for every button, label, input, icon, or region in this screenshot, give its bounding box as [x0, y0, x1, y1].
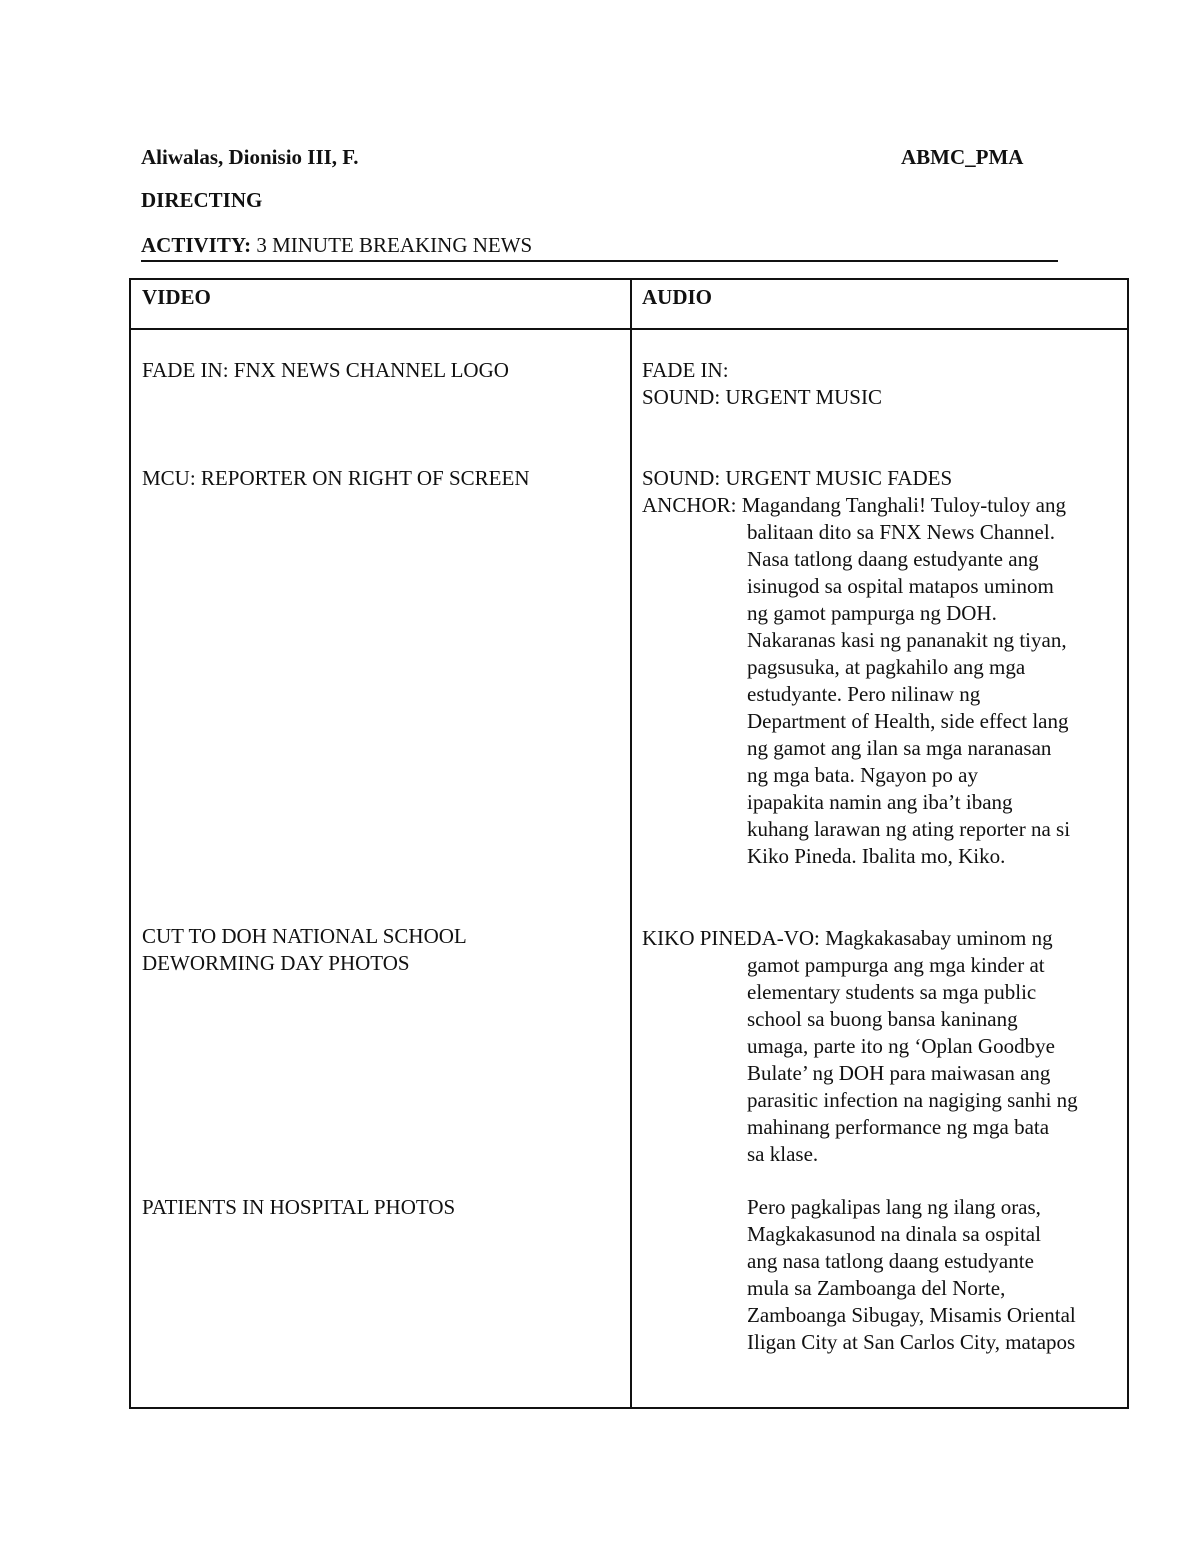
audio-line: Bulate’ ng DOH para maiwasan ang — [747, 1061, 1051, 1085]
video-cue-line: CUT TO DOH NATIONAL SCHOOL — [142, 924, 467, 948]
script-table — [129, 278, 1129, 1409]
audio-line: balitaan dito sa FNX News Channel. — [747, 520, 1055, 544]
video-cue-line: PATIENTS IN HOSPITAL PHOTOS — [142, 1195, 456, 1219]
audio-line: SOUND: URGENT MUSIC — [642, 385, 882, 409]
activity-label: ACTIVITY: — [141, 233, 252, 257]
video-cue — [142, 1194, 455, 1221]
audio-line: FADE IN: — [642, 358, 729, 382]
audio-line: Magkakasunod na dinala sa ospital — [747, 1222, 1041, 1246]
audio-line: school sa buong bansa kaninang — [747, 1007, 1018, 1031]
student-name: Aliwalas, Dionisio III, F. — [141, 145, 359, 169]
audio-line: Zamboanga Sibugay, Misamis Oriental — [747, 1303, 1076, 1327]
audio-line: Nasa tatlong daang estudyante ang — [747, 547, 1039, 571]
audio-line: Kiko Pineda. Ibalita mo, Kiko. — [747, 844, 1006, 868]
audio-line: ng gamot pampurga ng DOH. — [747, 601, 997, 625]
activity-line — [141, 233, 532, 258]
audio-line: Iligan City at San Carlos City, matapos — [747, 1330, 1076, 1354]
audio-line: pagsusuka, at pagkahilo ang mga — [747, 655, 1026, 679]
audio-line: ANCHOR: Magandang Tanghali! Tuloy-tuloy ang — [642, 493, 1066, 517]
audio-line: mahinang performance ng mga bata — [747, 1115, 1050, 1139]
audio-line: ng mga bata. Ngayon po ay — [747, 763, 978, 787]
column-divider — [630, 280, 632, 1407]
audio-line: KIKO PINEDA-VO: Magkakasabay uminom ng — [642, 926, 1053, 950]
audio-line: mula sa Zamboanga del Norte, — [747, 1276, 1006, 1300]
subject-title: DIRECTING — [141, 188, 263, 212]
audio-line: elementary students sa mga public — [747, 980, 1037, 1004]
audio-line: estudyante. Pero nilinaw ng — [747, 682, 981, 706]
video-cue — [142, 465, 530, 492]
video-cue-line: FADE IN: FNX NEWS CHANNEL LOGO — [142, 358, 509, 382]
audio-cue — [642, 925, 1078, 1168]
audio-line: isinugod sa ospital matapos uminom — [747, 574, 1054, 598]
header-divider — [131, 328, 1127, 330]
audio-line: ng gamot ang ilan sa mga naranasan — [747, 736, 1052, 760]
video-cue-line: DEWORMING DAY PHOTOS — [142, 951, 410, 975]
audio-line: parasitic infection na nagiging sanhi ng — [747, 1088, 1078, 1112]
activity-title: 3 MINUTE BREAKING NEWS — [256, 233, 533, 257]
video-column-header: VIDEO — [142, 285, 211, 309]
audio-line: umaga, parte ito ng ‘Oplan Goodbye — [747, 1034, 1055, 1058]
audio-line: sa klase. — [747, 1142, 819, 1166]
video-cue — [142, 923, 467, 977]
audio-line: Pero pagkalipas lang ng ilang oras, — [747, 1195, 1041, 1219]
audio-cue — [642, 1194, 1076, 1356]
audio-cue — [642, 465, 1070, 870]
audio-line: Department of Health, side effect lang — [747, 709, 1069, 733]
audio-column-header: AUDIO — [642, 285, 713, 309]
audio-line: gamot pampurga ang mga kinder at — [747, 953, 1045, 977]
header-rule — [141, 260, 1058, 262]
audio-line: Nakaranas kasi ng pananakit ng tiyan, — [747, 628, 1067, 652]
audio-line: kuhang larawan ng ating reporter na si — [747, 817, 1071, 841]
video-cue-line: MCU: REPORTER ON RIGHT OF SCREEN — [142, 466, 530, 490]
course-code: ABMC_PMA — [901, 145, 1024, 169]
video-cue — [142, 357, 509, 384]
audio-line: ang nasa tatlong daang estudyante — [747, 1249, 1034, 1273]
audio-cue — [642, 357, 882, 411]
audio-line: SOUND: URGENT MUSIC FADES — [642, 466, 953, 490]
audio-line: ipapakita namin ang iba’t ibang — [747, 790, 1013, 814]
